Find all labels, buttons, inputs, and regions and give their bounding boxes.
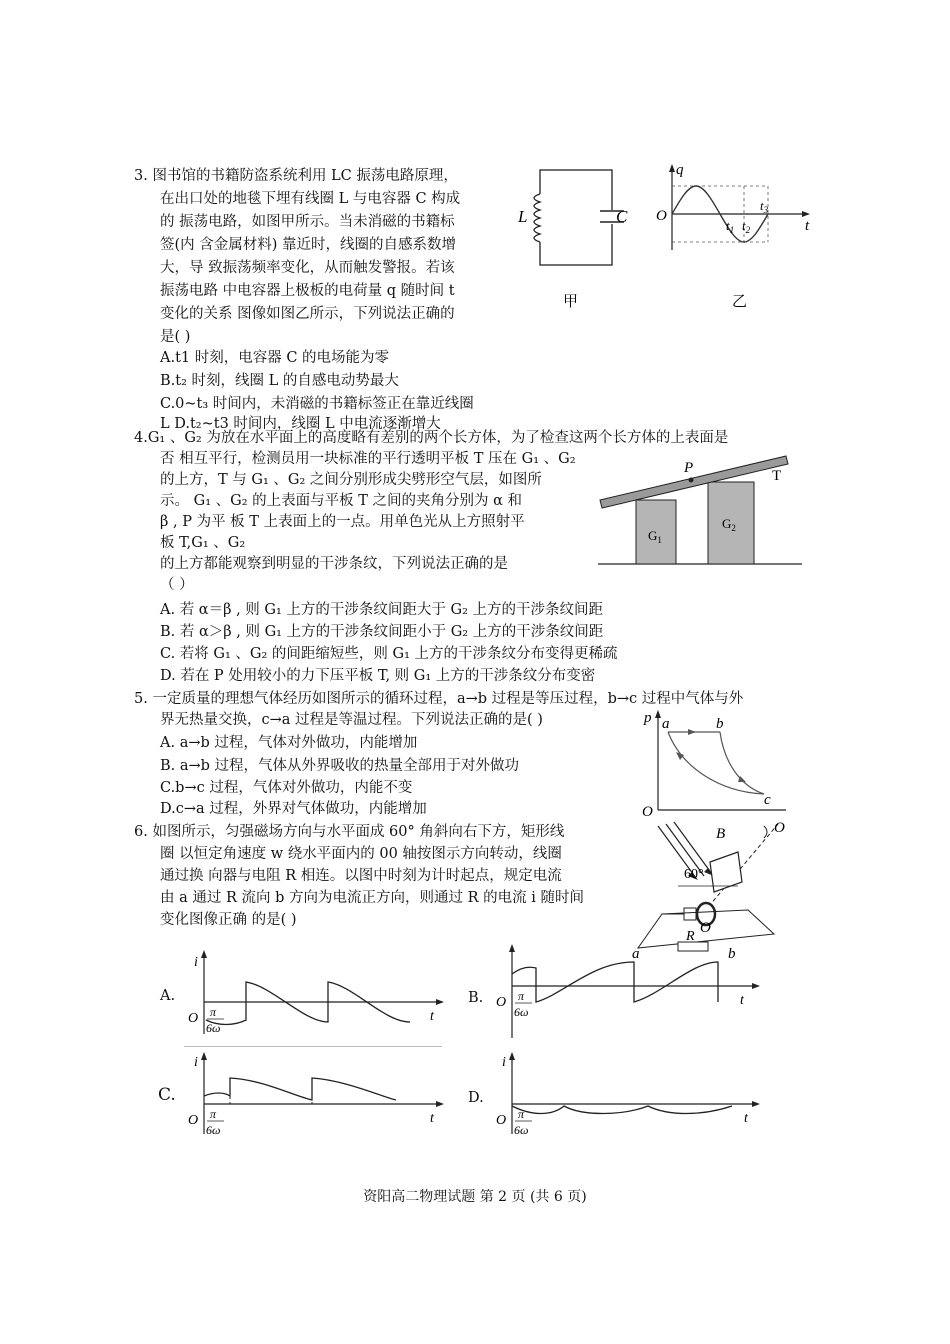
label-L: L	[518, 207, 528, 226]
point-b: b	[716, 716, 724, 732]
q5-option-b: B. a→b 过程，气体从外界吸收的热量全部用于对外做功	[160, 758, 520, 774]
q4-line: 否 相互平行，检测员用一块标准的平行透明平板 T 压在 G₁ 、G₂	[160, 451, 576, 467]
tick-6omega: 6ω	[514, 1005, 529, 1019]
q4-line: 示。 G₁ 、G₂ 的上表面与平板 T 之间的夹角分别为 α 和	[160, 493, 523, 509]
graph-d	[492, 1048, 762, 1138]
wedge-plate-figure	[596, 448, 806, 570]
label-t3: $t_3$	[760, 198, 769, 215]
graph-b	[492, 940, 762, 1040]
q4-option-c: C. 若将 G₁ 、G₂ 的间距缩短些，则 G₁ 上方的干涉条纹分布变得更稀疏	[160, 646, 618, 662]
graph-c	[184, 1048, 446, 1138]
label-G1: $G_1$	[648, 528, 662, 545]
axis-origin: O	[496, 995, 507, 1010]
caption-jia: 甲	[563, 294, 579, 310]
q5-option-a: A. a→b 过程，气体对外做功，内能增加	[160, 735, 418, 751]
label-G2: $G_2$	[722, 516, 736, 533]
q3-line: 签(内 含金属材料) 靠近时，线圈的自感系数增	[160, 237, 457, 253]
q4-option-b: B. 若 α＞β , 则 G₁ 上方的干涉条纹间距小于 G₂ 上方的干涉条纹间距	[160, 624, 604, 640]
q3-option-b: B.t₂ 时刻，线圈 L 的自感电动势最大	[160, 373, 399, 389]
label-t1: $t_1$	[726, 218, 735, 235]
q3-line: 在出口处的地毯下埋有线圈 L 与电容器 C 构成	[160, 191, 461, 207]
q3-line: 振荡电路 中电容器上极板的电荷量 q 随时间 t	[160, 283, 455, 299]
q6-line: 通过换 向器与电阻 R 相连。以图中时刻为计时起点，规定电流	[160, 868, 562, 884]
axis-O-bottom: O	[700, 920, 711, 936]
q4-line: 的上方，T 与 G₁ 、G₂ 之间分别形成尖劈形空气层，如图所	[160, 472, 542, 488]
axis-origin: O	[188, 1113, 199, 1128]
q3-line: 变化的关系 图像如图乙所示，下列说法正确的	[160, 306, 455, 322]
q5-option-d: D.c→a 过程，外界对气体做功，内能增加	[160, 801, 427, 817]
axis-origin: O	[496, 1113, 507, 1128]
q-t-graph-figure	[650, 158, 820, 318]
axis-origin: O	[642, 804, 653, 818]
label-a: a	[632, 946, 640, 962]
axis-t: t	[744, 1111, 748, 1126]
option-c-label: C.	[158, 1085, 176, 1105]
q4-option-d: D. 若在 P 处用较小的力下压平板 T, 则 G₁ 上方的干涉条纹分布变密	[160, 668, 596, 684]
page-footer: 资阳高二物理试题 第 2 页 (共 6 页)	[363, 1189, 587, 1205]
tick-pi: π	[210, 1107, 217, 1121]
q4-line: 板 T,G₁ 、G₂	[160, 535, 246, 551]
separator-line	[184, 1046, 442, 1047]
label-P: P	[684, 460, 694, 476]
pv-cycle-figure	[640, 706, 790, 818]
q4-option-a: A. 若 α＝β , 则 G₁ 上方的干涉条纹间距大于 G₂ 上方的干涉条纹间距	[160, 602, 604, 618]
q3-option-c: C.0~t₃ 时间内，未消磁的书籍标签正在靠近线圈	[160, 396, 474, 412]
axis-t: t	[430, 1111, 434, 1126]
axis-p: p	[644, 710, 652, 726]
option-d-label: D.	[468, 1090, 484, 1106]
q4-line: 4.G₁ 、G₂ 为放在水平面上的高度略有差别的两个长方体，为了检查这两个长方体的上表面是	[134, 430, 729, 446]
caption-yi: 乙	[732, 294, 748, 310]
axis-t: t	[805, 218, 810, 234]
axis-origin: O	[656, 208, 667, 224]
graph-a	[184, 946, 446, 1038]
label-R: R	[686, 929, 695, 944]
q3-line: 是( )	[160, 329, 191, 345]
q5-option-c: C.b→c 过程，气体对外做功，内能不变	[160, 780, 413, 796]
axis-origin: O	[188, 1011, 199, 1026]
q4-line: β , P 为平 板 T 上表面上的一点。用单色光从上方照射平	[160, 514, 525, 530]
axis-q: q	[676, 162, 684, 178]
q6-line: 圈 以恒定角速度 w 绕水平面内的 00 轴按图示方向转动，线圈	[160, 846, 562, 862]
tick-pi: π	[518, 1107, 525, 1121]
q3-line: 的 振荡电路，如图甲所示。当未消磁的书籍标	[160, 214, 455, 230]
axis-i: i	[194, 955, 198, 970]
label-60deg: 60°	[684, 867, 704, 882]
tick-pi: π	[518, 989, 525, 1003]
tick-6omega: 6ω	[514, 1123, 529, 1137]
axis-O-top: O	[774, 820, 785, 836]
label-b: b	[728, 946, 736, 962]
q5-line: 界无热量交换，c→a 过程是等温过程。下列说法正确的是( )	[160, 712, 543, 728]
q4-line: （ ）	[160, 577, 194, 593]
q3-line: 大，导 致振荡频率变化，从而触发警报。若该	[160, 260, 455, 276]
point-a: a	[662, 716, 670, 732]
axis-i: i	[502, 1055, 506, 1070]
tick-6omega: 6ω	[206, 1123, 221, 1137]
lc-circuit-figure	[508, 158, 638, 318]
point-c: c	[764, 792, 771, 808]
q6-line: 变化图像正确 的是( )	[160, 912, 297, 928]
label-B: B	[716, 826, 726, 842]
axis-t: t	[430, 1009, 434, 1024]
q3-option-a: A.t1 时刻，电容器 C 的电场能为零	[160, 350, 390, 366]
q6-line: 由 a 通过 R 流向 b 方向为电流正方向，则通过 R 的电流 i 随时间	[160, 890, 584, 906]
option-b-label: B.	[468, 990, 484, 1006]
q4-line: 的上方都能观察到明显的干涉条纹，下列说法正确的是	[160, 556, 508, 572]
tick-pi: π	[210, 1005, 217, 1019]
label-C: C	[616, 207, 628, 226]
q3-option-d: L D.t₂~t3 时间内，线圈 L 中电流逐渐增大	[160, 416, 441, 432]
label-T: T	[772, 468, 782, 484]
q6-line: 6. 如图所示，匀强磁场方向与水平面成 60° 角斜向右下方，矩形线	[134, 824, 565, 840]
tick-6omega: 6ω	[206, 1021, 221, 1035]
label-t2: $t_2$	[742, 218, 751, 235]
axis-t: t	[740, 993, 744, 1008]
q3-line: 3. 图书馆的书籍防盗系统利用 LC 振荡电路原理，	[134, 168, 458, 184]
option-a-label: A.	[160, 988, 176, 1004]
q5-line: 5. 一定质量的理想气体经历如图所示的循环过程，a→b 过程是等压过程，b→c 过程中气体与外	[134, 691, 744, 707]
axis-i: i	[194, 1055, 198, 1070]
